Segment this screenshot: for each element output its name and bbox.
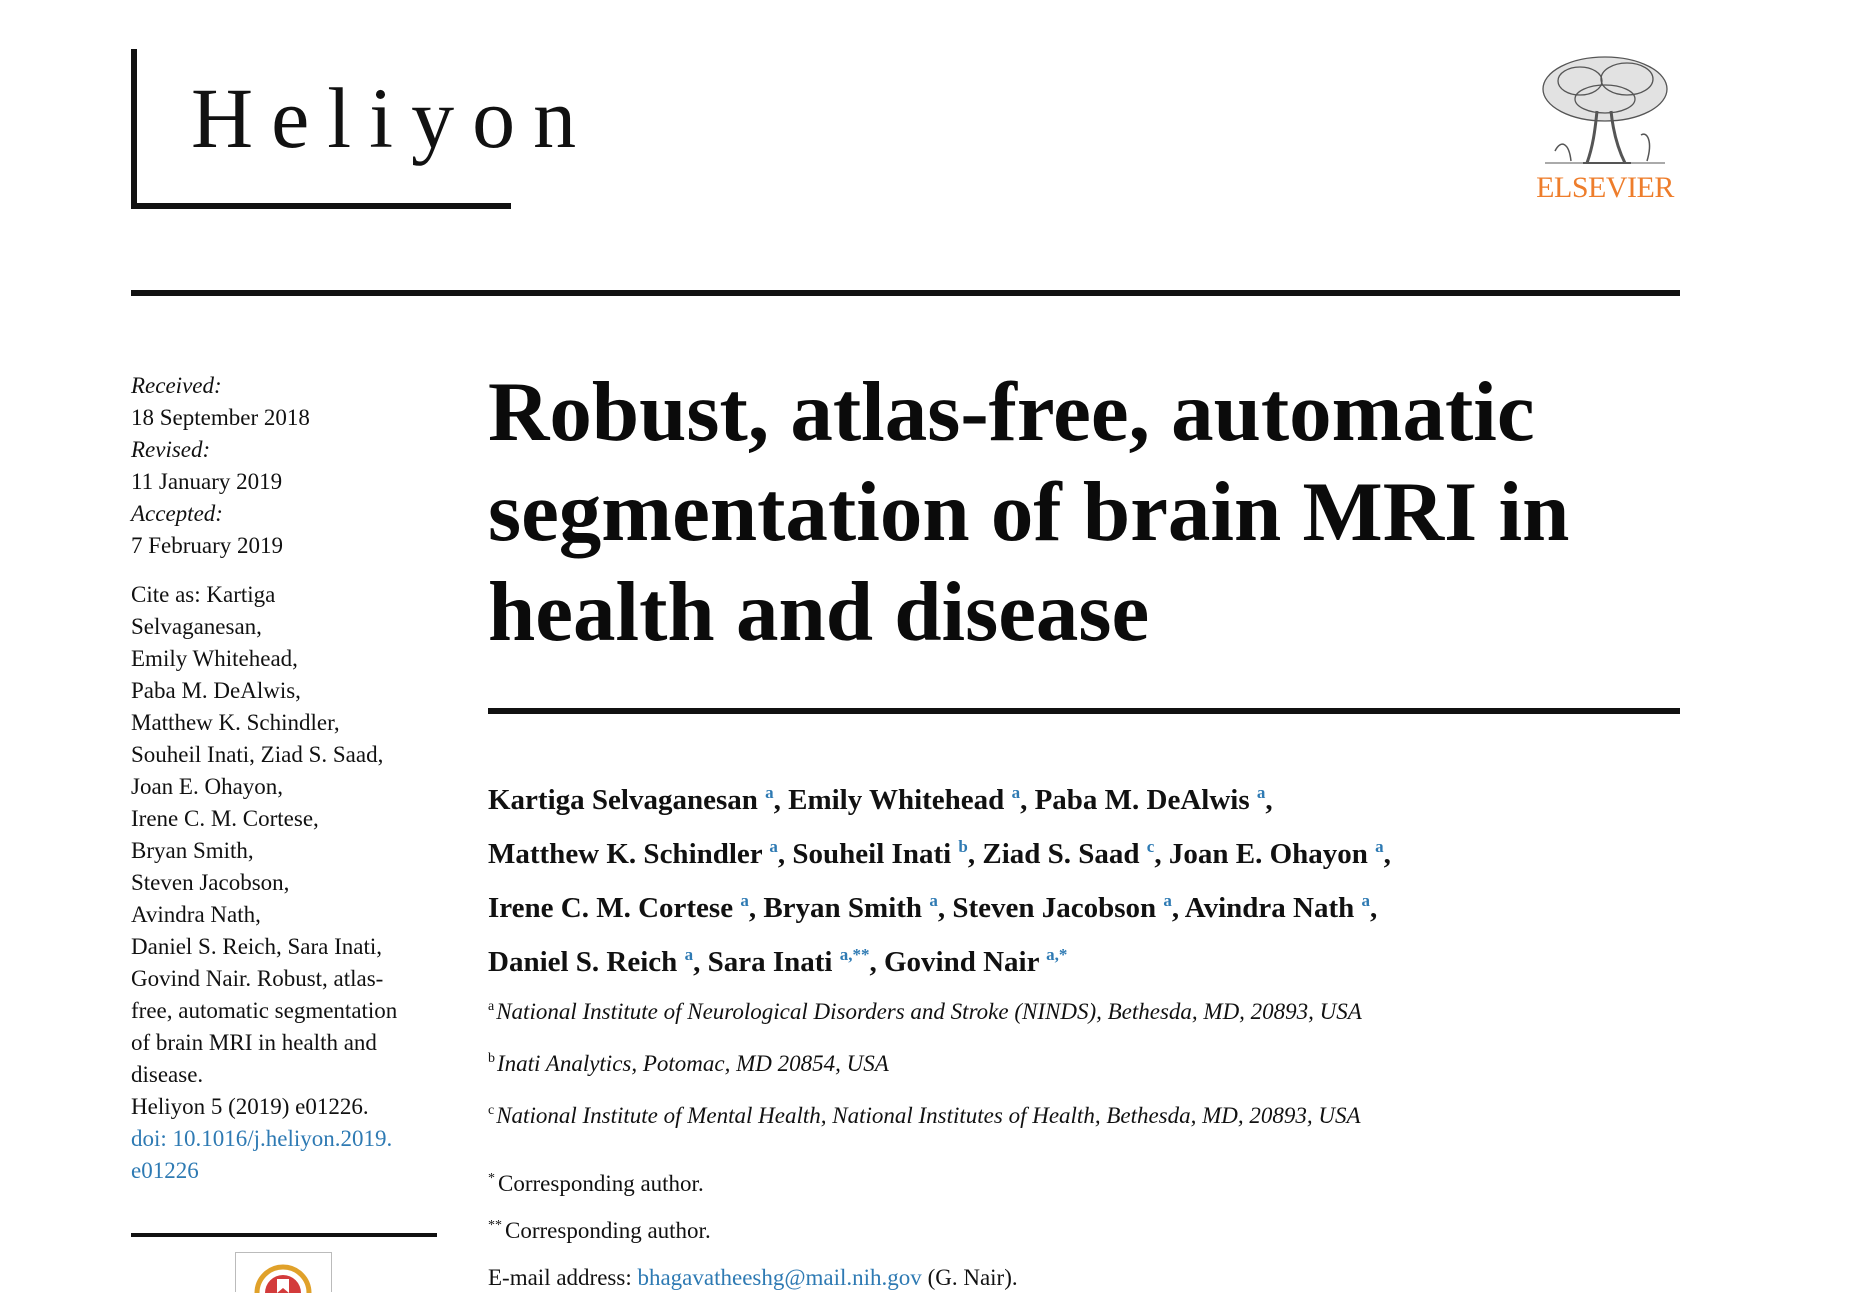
author-name: Sara Inati <box>707 946 833 978</box>
corresponding-marker: ** <box>488 1218 502 1233</box>
affiliation-marker[interactable]: a <box>1011 783 1021 802</box>
affiliation-marker[interactable]: a,* <box>1046 945 1068 964</box>
doi-line: e01226 <box>131 1158 199 1183</box>
corresponding-text: Corresponding author. <box>505 1218 711 1243</box>
citation-line: Steven Jacobson, <box>131 870 290 895</box>
author-line: Kartiga Selvaganesan $^a$, Emily Whitehead $^a$, Paba M. DeAlwis $^a$, <box>488 783 1273 816</box>
email-label: E-mail address: <box>488 1265 632 1290</box>
author-name: Daniel S. Reich <box>488 946 678 978</box>
citation-line: Bryan Smith, <box>131 838 254 863</box>
affiliation-text: Inati Analytics, Potomac, MD 20854, USA <box>497 1051 889 1076</box>
author-name: Steven Jacobson <box>952 892 1157 924</box>
affiliation-item <box>488 1100 1688 1152</box>
citation-line: Paba M. DeAlwis, <box>131 678 301 703</box>
affiliation-marker[interactable]: a <box>765 783 774 802</box>
citation-line: Souheil Inati, Ziad S. Saad, <box>131 742 384 767</box>
corresponding-note <box>488 1215 1688 1262</box>
author-name: Bryan Smith <box>763 892 923 924</box>
citation-line: free, automatic segmentation <box>131 998 398 1023</box>
corresponding-marker: * <box>488 1171 495 1186</box>
author-name: Souheil Inati <box>792 838 952 870</box>
citation-line: Joan E. Ohayon, <box>131 774 284 799</box>
doi-line: doi: 10.1016/j.heliyon.2019. <box>131 1126 393 1151</box>
affiliation-marker[interactable]: a <box>1361 891 1371 910</box>
header-rule <box>131 290 1680 296</box>
citation-line: Selvaganesan, <box>131 614 262 639</box>
affiliation-marker[interactable]: a <box>769 837 778 856</box>
citation-line: Matthew K. Schindler, <box>131 710 340 735</box>
author-line: Irene C. M. Cortese $^a$, Bryan Smith $^a$, Steven Jacobson $^a$, Avindra Nath $^a$, <box>488 891 1378 924</box>
correspondence-block <box>488 1168 1688 1309</box>
crossmark-badge[interactable] <box>235 1252 332 1292</box>
affiliation-marker[interactable]: a,** <box>839 945 870 964</box>
affiliation-text: National Institute of Mental Health, National Institutes of Health, Bethesda, MD, 20893, USA <box>496 1103 1361 1128</box>
author-line: Daniel S. Reich $^a$, Sara Inati $^{a,**}$, Govind Nair $^{a,*}$ <box>488 945 1068 978</box>
date-received-label: Received: <box>131 373 222 398</box>
affiliation-marker[interactable]: c <box>1146 837 1155 856</box>
citation-line: disease. <box>131 1062 204 1087</box>
affiliation-marker[interactable]: a <box>1375 837 1384 856</box>
title-line: health and disease <box>488 565 1150 659</box>
author-name: Emily Whitehead <box>788 784 1005 816</box>
affiliation-label: c <box>488 1103 495 1118</box>
author-name: Irene C. M. Cortese <box>488 892 734 924</box>
affiliation-marker[interactable]: a <box>740 891 749 910</box>
date-received-value: 18 September 2018 <box>131 405 310 430</box>
publisher-logo <box>1530 51 1680 216</box>
title-line: Robust, atlas-free, automatic <box>488 365 1535 459</box>
corresponding-note <box>488 1168 1688 1215</box>
author-name: Matthew K. Schindler <box>488 838 763 870</box>
citation-line: Emily Whitehead, <box>131 646 298 671</box>
date-revised-value: 11 January 2019 <box>131 469 283 494</box>
affiliation-item <box>488 1048 1688 1100</box>
citation-line: Irene C. M. Cortese, <box>131 806 319 831</box>
citation-block <box>131 579 449 1187</box>
article-title <box>488 362 1688 662</box>
date-accepted-value: 7 February 2019 <box>131 533 284 558</box>
sidebar-rule <box>131 1233 437 1237</box>
citation-line: Avindra Nath, <box>131 902 261 927</box>
author-line: Matthew K. Schindler $^a$, Souheil Inati $^b$, Ziad S. Saad $^c$, Joan E. Ohayon $^a$, <box>488 837 1391 870</box>
doi-link[interactable] <box>131 1123 449 1187</box>
author-name: Joan E. Ohayon <box>1168 838 1368 870</box>
author-name: Kartiga Selvaganesan <box>488 784 758 816</box>
affiliation-label: b <box>488 1051 495 1066</box>
affiliation-marker[interactable]: b <box>958 837 968 856</box>
author-name: Ziad S. Saad <box>982 838 1140 870</box>
affiliation-label: a <box>488 999 495 1014</box>
email-link[interactable]: bhagavatheeshg@mail.nih.gov <box>637 1265 922 1290</box>
date-accepted-label: Accepted: <box>131 501 223 526</box>
article-info-sidebar <box>131 370 449 1187</box>
author-name: Govind Nair <box>883 946 1039 978</box>
affiliation-marker[interactable]: a <box>1163 891 1172 910</box>
elsevier-tree-logo <box>1535 51 1675 169</box>
affiliation-marker[interactable]: a <box>929 891 938 910</box>
author-name: Avindra Nath <box>1184 892 1355 924</box>
citation-line: Cite as: Kartiga <box>131 582 276 607</box>
author-list <box>488 773 1688 989</box>
affiliation-list <box>488 996 1688 1152</box>
author-name: Paba M. DeAlwis <box>1034 784 1250 816</box>
corresponding-text: Corresponding author. <box>498 1171 704 1196</box>
affiliation-marker[interactable]: a <box>684 945 694 964</box>
citation-line: Daniel S. Reich, Sara Inati, <box>131 934 383 959</box>
journal-logo-frame <box>131 49 595 209</box>
affiliation-marker[interactable]: a <box>1256 783 1266 802</box>
title-line: segmentation of brain MRI in <box>488 465 1570 559</box>
publisher-name: ELSEVIER <box>1536 171 1674 204</box>
citation-line: of brain MRI in health and <box>131 1030 377 1055</box>
journal-name: Heliyon <box>191 70 595 166</box>
date-revised-label: Revised: <box>131 437 211 462</box>
citation-line: Heliyon 5 (2019) e01226. <box>131 1094 369 1119</box>
citation-line: Govind Nair. Robust, atlas- <box>131 966 384 991</box>
affiliation-text: National Institute of Neurological Disorders and Stroke (NINDS), Bethesda, MD, 20893, USA <box>496 999 1362 1024</box>
crossmark-icon <box>236 1253 331 1293</box>
email-owner: (G. Nair). <box>927 1265 1018 1290</box>
affiliation-item <box>488 996 1688 1048</box>
title-rule <box>488 708 1680 714</box>
